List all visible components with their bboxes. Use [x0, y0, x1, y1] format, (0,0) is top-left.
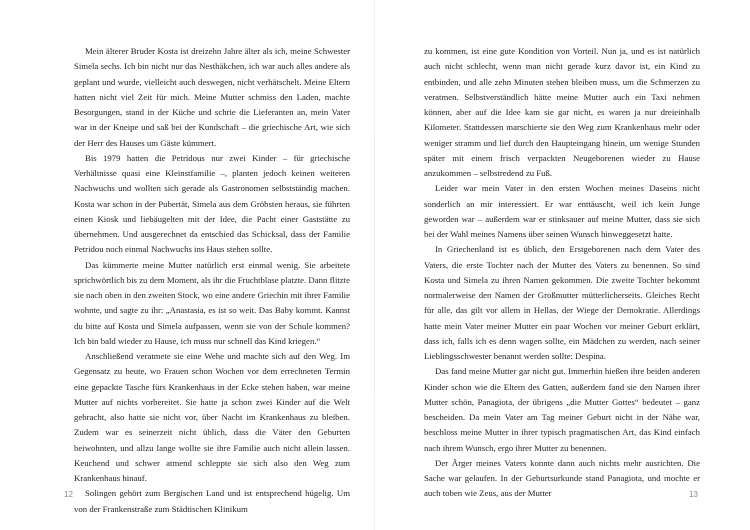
paragraph: Leider war mein Vater in den ersten Wochen meines Daseins nicht sonderlich an mir interessiert. Er war enttäuscht, weil ich kein Junge geworden war – außerdem war er stinksauer auf meine Mutter, dass sie sich bei der Wahl meines Namens über seinen Wunsch hinweggesetzt hatte. — [424, 183, 700, 239]
paragraph: Bis 1979 hatten die Petridous nur zwei Kinder – für griechische Verhältnisse quasi eine Kleinstfamilie –, planten jedoch keinen weiteren Nachwuchs und wollten sich gerade als Gastronomen selbstständig machen. Kosta war schon in der Pubertät, Simela aus dem Gröbsten heraus, sie führten einen Kiosk und liebäugelten mit der Idee, die Pacht einer Gaststätte zu übernehmen. Und ausgerechnet da entschied das Schicksal, dass der Familie Petridou noch einmal Nachwuchs ins Haus stehen sollte. — [74, 152, 350, 255]
right-page-text — [424, 44, 700, 502]
paragraph: zu kommen, ist eine gute Kondition von Vorteil. Nun ja, und es ist natürlich auch nicht schlecht, wenn man nicht gerade kurz davor ist, ein Kind zu entbinden, und alle zehn Minuten stehen bleiben muss, um die Schmerzen zu veratmen. Selbstverständlich hätte meine Mutter auch ein Taxi nehmen können, aber auf die Idee kam sie gar nicht, es waren ja nur dreieinhalb Kilometer. Stattdessen marschierte sie den Weg zum Krankenhaus mehr oder weniger stramm und lief durch den Haupteingang hinein, um wenige Stunden später mit einem frisch verpackten Neugeborenen wieder zu Hause anzukommen – selbstredend zu Fuß. — [424, 46, 700, 178]
paragraph: Das fand meine Mutter gar nicht gut. Immerhin hießen ihre beiden anderen Kinder schon wie die Eltern des Gatten, außerdem fand sie den Namen ihrer Mutter schön, Panagiota, der übrigens „die Mutter Gottes“ bedeutet – ganz bescheiden. Da mein Vater am Tag meiner Geburt nicht in der Nähe war, beschloss meine Mutter in ihrer typisch pragmatischen Art, das Kind einfach nach ihrem Wunsch, ergo ihrer Mutter zu benennen. — [424, 366, 700, 453]
paragraph: Der Ärger meines Vaters konnte dann auch nichts mehr ausrichten. Die Sache war gelaufen. In der Geburtsurkunde stand Panagiota, und mochte er auch toben wie Zeus, aus der Mutter — [424, 457, 700, 499]
page-number: 13 — [689, 490, 698, 499]
paragraph: In Griechenland ist es üblich, den Erstgeborenen nach dem Vater des Vaters, die erste Tochter nach der Mutter des Vaters zu benennen. So sind Kosta und Simela zu ihren Namen gekommen. Die zweite Tochter bekommt normalerweise den Namen der Großmutter mütterlicherseits. Gleiches Recht für alle, das gilt vor allem in Hellas, der Wiege der Demokratie. Allerdings hatte mein Vater meiner Mutter ein paar Wochen vor meiner Geburt erklärt, dass ich, falls ich es denn wagen sollte, ein Mädchen zu werden, nach seiner Lieblingsschwester benannt werden sollte: Despina. — [424, 244, 700, 361]
paragraph: Anschließend veratmete sie eine Wehe und machte sich auf den Weg. Im Gegensatz zu heute, wo Frauen schon Wochen vor dem errechneten Termin eine gepackte Tasche fürs Krankenhaus in der Ecke stehen haben, war meine Mutter auf nichts vorbereitet. Sie hatte ja schon zwei Kinder auf die Welt gebracht, also hatte sie nicht vor, über Nacht im Krankenhaus zu bleiben. Zudem war es seinerzeit nicht üblich, dass die Väter den Geburten beiwohnten, und allzu lange wollte sie ihre Familie auch nicht allein lassen. Keuchend und schwer atmend schleppte sie sich also den Weg zum Krankenhaus hinauf. — [74, 351, 350, 483]
paragraph: Solingen gehört zum Bergischen Land und ist entsprechend hügelig. Um von der Frankenstraße zum Städtischen Klinikum — [74, 488, 350, 514]
left-page-text — [74, 44, 350, 517]
paragraph: Mein älterer Bruder Kosta ist dreizehn Jahre älter als ich, meine Schwester Simela sechs. Ich bin nicht nur das Nesthäkchen, ich war auch alles andere als geplant und wurde, vielleicht auch deswegen, nicht verhätschelt. Meine Eltern hatten nicht viel Zeit für mich. Meine Mutter schmiss den Laden, machte Besorgungen, stand in der Küche und schrie die Lieferanten an, mein Vater war in der Kneipe und saß bei der Kundschaft – die griechische Art, wie sich der Herr des Hauses um Gäste kümmert. — [74, 46, 350, 148]
paragraph: Das kümmerte meine Mutter natürlich erst einmal wenig. Sie arbeitete sprichwörtlich bis zu dem Moment, als ihr die Fruchtblase platzte. Dann flitzte sie nach oben in den zweiten Stock, wo eine andere Griechin mit ihrer Familie wohnte, und sagte zu ihr: „Anastasia, es ist so weit. Das Baby kommt. Kannst du bitte auf Kosta und Simela aufpassen, wenn sie von der Schule kommen? Ich bin bald wieder zu Hause, ich muss nur schnell das Kind kriegen.“ — [74, 259, 350, 346]
page-number: 12 — [64, 490, 73, 499]
right-page — [375, 0, 750, 530]
